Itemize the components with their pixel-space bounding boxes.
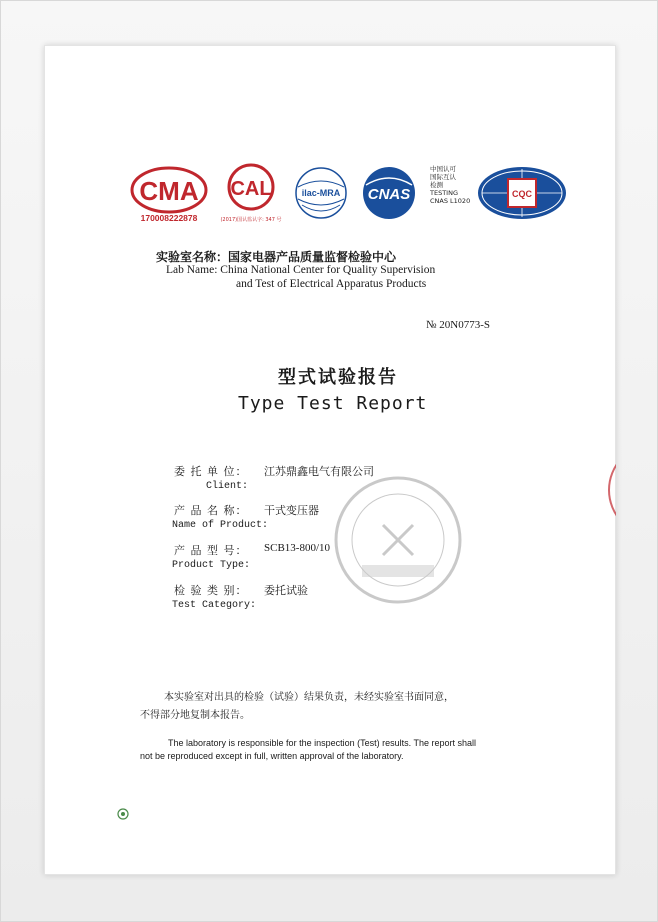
lab-name-cn: 实验室名称：国家电器产品质量监督检验中心 bbox=[156, 250, 397, 264]
client-value: 江苏鼎鑫电气有限公司 bbox=[264, 465, 374, 478]
cqc-logo-icon bbox=[476, 165, 568, 221]
cma-number: 170008222878 bbox=[140, 213, 198, 223]
cnas-caption-line: TESTING bbox=[430, 189, 458, 197]
cal-logo-icon bbox=[220, 162, 282, 224]
report-title-en: Type Test Report bbox=[238, 393, 428, 414]
product-name-value: 干式变压器 bbox=[264, 504, 319, 517]
notice-en-line1: The laboratory is responsible for the inspection (Test) results. The report shall bbox=[168, 738, 476, 748]
product-name-label-cn: 产 品 名 称： bbox=[174, 504, 248, 517]
ilac-mra-logo-icon bbox=[290, 165, 352, 221]
lab-name-en-line1: Lab Name: China National Center for Quality Supervision bbox=[166, 264, 436, 276]
client-label-cn: 委 托 单 位： bbox=[174, 465, 248, 478]
product-type-label-en: Product Type: bbox=[172, 560, 251, 571]
cal-number: (2017)国认监认字: 347 号 bbox=[220, 217, 282, 223]
category-value: 委托试验 bbox=[264, 584, 308, 597]
cma-logo-text: CMA bbox=[139, 176, 199, 206]
cal-logo-text: CAL bbox=[230, 178, 272, 200]
report-number: № 20N0773-S bbox=[426, 319, 490, 331]
cnas-logo-text: CNAS bbox=[367, 186, 411, 203]
notice-cn-line2: 不得部分地复制本报告。 bbox=[140, 710, 250, 721]
cnas-logo-icon bbox=[358, 165, 420, 221]
cnas-caption-line: 中国认可 bbox=[430, 165, 456, 173]
notice-cn-line1: 本实验室对出具的检验（试验）结果负责，未经实验室书面同意， bbox=[164, 692, 454, 703]
product-type-value: SCB13-800/10 bbox=[264, 542, 331, 554]
notice-en-line2: not be reproduced except in full, written approval of the laboratory. bbox=[140, 751, 404, 761]
category-label-en: Test Category: bbox=[172, 600, 257, 611]
client-label-en: Client: bbox=[206, 481, 249, 492]
lab-name-en-line2: and Test of Electrical Apparatus Products bbox=[236, 278, 427, 290]
cnas-caption-line: 国际互认 bbox=[430, 173, 456, 181]
inspection-stamp-icon bbox=[328, 470, 468, 610]
report-cover-page bbox=[44, 45, 616, 875]
ilac-logo-text: ilac-MRA bbox=[301, 188, 341, 198]
product-type-label-cn: 产 品 型 号： bbox=[174, 544, 248, 557]
red-seal-fragment-icon bbox=[600, 435, 616, 545]
recycle-mark-icon bbox=[117, 808, 129, 820]
product-name-label-en: Name of Product: bbox=[172, 520, 269, 531]
cma-logo-icon bbox=[130, 162, 208, 224]
cqc-logo-text: CQC bbox=[512, 189, 532, 199]
report-title-cn: 型式试验报告 bbox=[278, 367, 398, 388]
category-label-cn: 检 验 类 别： bbox=[174, 584, 248, 597]
cnas-caption-line: 检测 bbox=[430, 181, 443, 189]
cnas-caption-line: CNAS L1020 bbox=[430, 197, 471, 205]
